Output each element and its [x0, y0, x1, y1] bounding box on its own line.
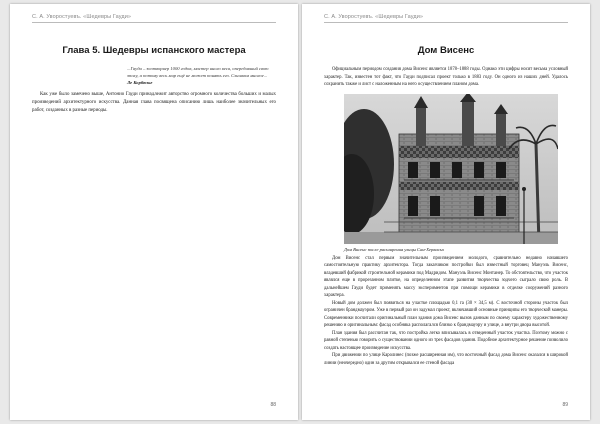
photo-caption: Дом Висенс после расширения улицы Сан-Херваcьо — [344, 246, 445, 252]
chapter-title: Глава 5. Шедевры испанского мастера — [62, 45, 246, 56]
epigraph-author: Ле Корбюзье — [127, 80, 153, 86]
section-intro: Официальным периодом создания дома Висенс является 1878–1888 годы. Однако эти цифры носят весьма условный характер. Так, известен тот факт, что Гауди подписал проект только в 1883 году. Он одного из наших дней. Удалось сохранить также и лист с наложенным на него осуществлением планом дома. — [324, 67, 568, 88]
epigraph: ...Гауди – зоотворнер 1000 годов, мастер иного веса, опередивший свою эпоху, а потому весь мир ещё не может понять его. Слишком многое... — [127, 66, 269, 78]
left-page — [10, 4, 298, 420]
book-spread — [10, 4, 590, 420]
page-number: 89 — [562, 402, 568, 408]
casa-vicens-photo — [344, 94, 558, 244]
page-number: 88 — [270, 402, 276, 408]
paragraph: При движении по улице Каролинес (позже расширенная им), что восточный фасад дома Висенс оказался в широкой линии (неочередно) один за другим открывался ее стеной фасада — [324, 353, 568, 366]
section-title: Дом Висенс — [417, 45, 475, 56]
paragraph: План здания был рассчитан так, что постройка легко вписывалась в отведенный участок участка. Поэтому можно с равной степенью говорить о существовании одного из трех фасадов здания. Подобное архитектурное решение позволило создать настоящее произведение искусства. — [324, 330, 568, 351]
right-page — [302, 4, 590, 420]
paragraph: Новый дом должен был появиться на участке площадью 0,1 га (30 × 34,5 м). С восточной стороны участок был ограничен брандмауэром. Уже в первый раз он задумал проект, включавший основные принципы его творческой манеры. Современники посчитали оригинальный план здания дома Висенс вызов данным по своему характеру художественному решению и оригинальным: фасад особняка располагался близко к брандмауэру и улице, а внутри двора высотой. — [324, 300, 568, 329]
running-header: С. А. Уворостуевъ. «Шедевры Гауди» — [324, 14, 568, 23]
running-header: С. А. Уворостуевъ. «Шедевры Гауди» — [32, 14, 276, 23]
chapter-intro: Как уже было замечено выше, Антонио Гауди принадлежит авторство огромного количества больших и малых произведений архитектурного искусства. Данная глава посвящена описанию лишь наиболее значительных его работ, созданных в разные периоды. — [32, 92, 276, 113]
paragraph: Дом Висенс стал первым значительным произведением молодого, сравнительно недавно начавшего самостоятельную практику архитектора. Тогда заказчиком постройки был известный торговец Мануэль Висенс, владевший фабрикой строительной керамики под Мадридом. Мануэль Висенс Монтанер. То обстоятельство, что участок являлся еще в прорезанном плитке, на определенном этапе развития творчества зодчего сыграло свою роль. В дальнейшем Гауди будет применять массу экспериментов при помощи керамики в отделке сооружений разного характера. — [324, 255, 568, 299]
